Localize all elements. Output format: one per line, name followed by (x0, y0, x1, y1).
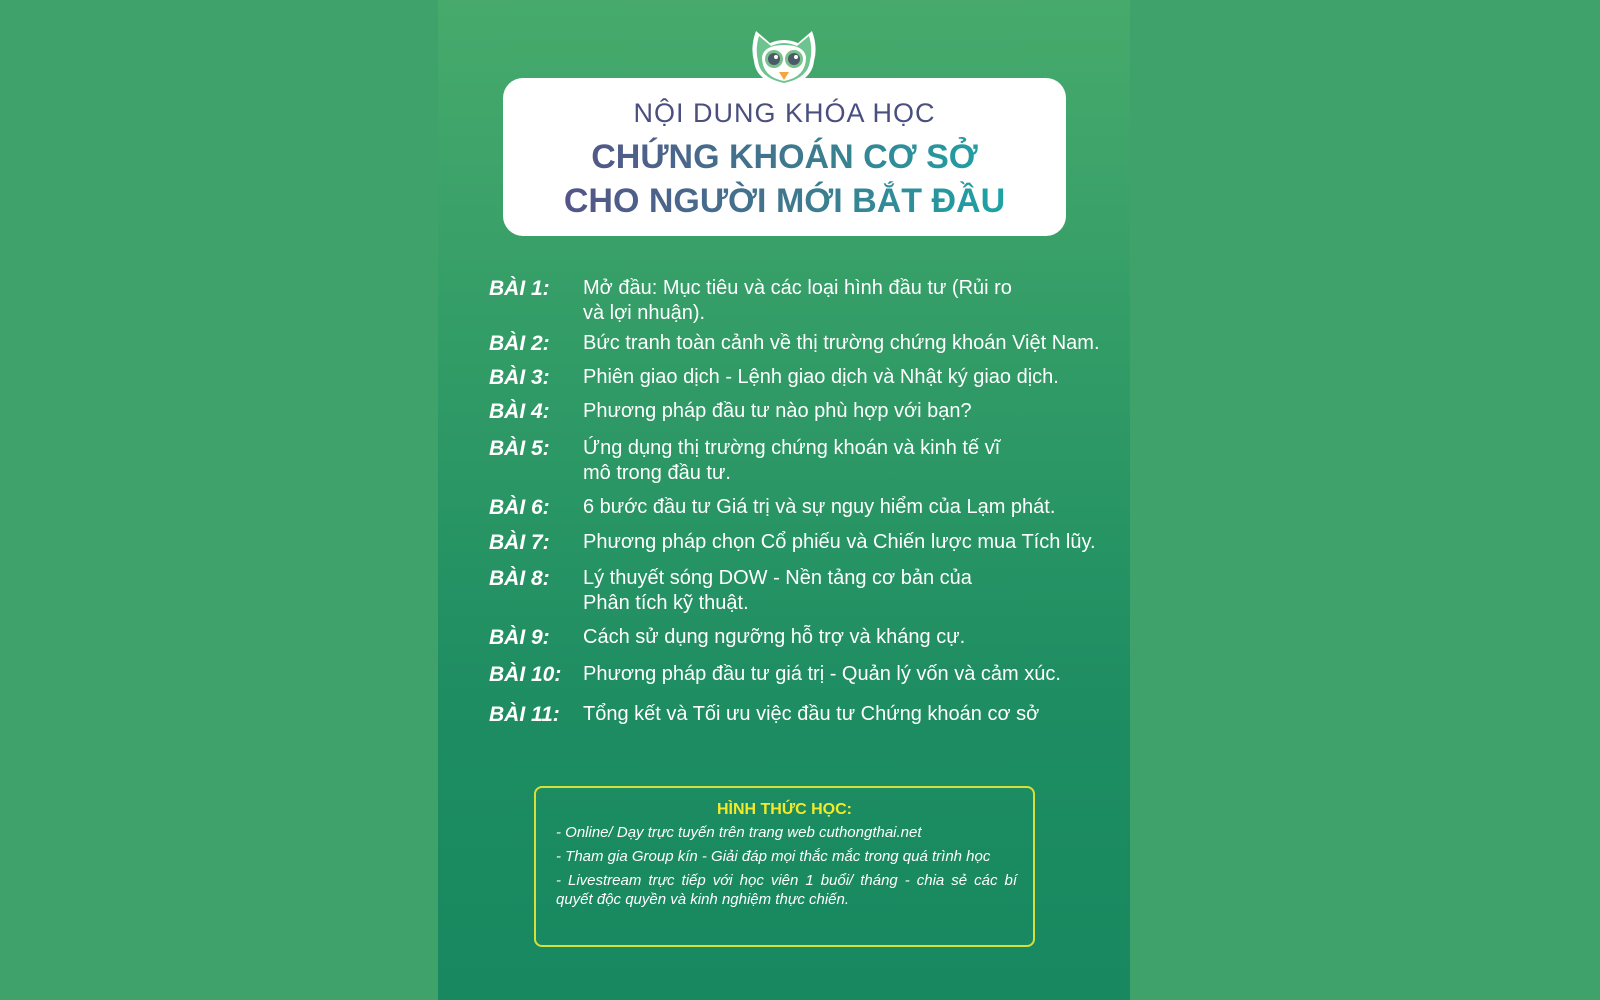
lesson-number: BÀI 9: (489, 626, 550, 649)
lesson-title: Tổng kết và Tối ưu việc đầu tư Chứng khoán cơ sở (583, 703, 1040, 725)
lesson-number: BÀI 2: (489, 332, 550, 355)
lesson-number: BÀI 3: (489, 366, 550, 389)
lesson-item (489, 530, 1109, 555)
course-subtitle: NỘI DUNG KHÓA HỌC (633, 98, 936, 128)
course-title-line2: CHO NGƯỜI MỚI BẮT ĐẦU (503, 179, 1066, 223)
lesson-title: Phương pháp đầu tư giá trị - Quản lý vốn và cảm xúc. (583, 663, 1061, 685)
lesson-number: BÀI 5: (489, 437, 550, 460)
learning-format-title: HÌNH THỨC HỌC: (716, 801, 853, 818)
lesson-title: Phương pháp chọn Cổ phiếu và Chiến lược mua Tích lũy. (583, 531, 1096, 553)
lesson-item (489, 625, 1109, 650)
lesson-number: BÀI 7: (489, 531, 550, 554)
lesson-title: Bức tranh toàn cảnh về thị trường chứng khoán Việt Nam. (583, 332, 1100, 354)
lesson-title: 6 bước đầu tư Giá trị và sự nguy hiểm của Lạm phát. (583, 496, 1056, 518)
lesson-title: Phiên giao dịch - Lệnh giao dịch và Nhật ký giao dịch. (583, 366, 1059, 388)
lesson-item (489, 436, 1109, 486)
format-item: - Online/ Dạy trực tuyến trên trang web cuthongthai.net (556, 824, 922, 841)
lesson-item (489, 276, 1109, 326)
lesson-item (489, 331, 1109, 356)
lesson-item (489, 662, 1109, 687)
lesson-number: BÀI 8: (489, 567, 550, 590)
title-card (503, 78, 1066, 236)
lesson-title: Cách sử dụng ngưỡng hỗ trợ và kháng cự. (583, 626, 966, 648)
learning-format-list (556, 823, 1017, 909)
owl-icon (750, 27, 818, 89)
lesson-title: Mở đầu: Mục tiêu và các loại hình đầu tư (Rủi ro và lợi nhuận). (583, 277, 1012, 324)
format-item: - Tham gia Group kín - Giải đáp mọi thắc mắc trong quá trình học (556, 848, 991, 865)
lesson-item (489, 399, 1109, 424)
lesson-item (489, 566, 1109, 616)
lesson-number: BÀI 10: (489, 663, 562, 686)
learning-format-box (534, 786, 1035, 947)
lesson-item (489, 365, 1109, 390)
lesson-title: Phương pháp đầu tư nào phù hợp với bạn? (583, 400, 972, 422)
format-item: - Livestream trực tiếp với học viên 1 buổi/ tháng - chia sẻ các bí quyết độc quyền và kinh nghiệm thực chiến. (556, 872, 1017, 908)
lesson-number: BÀI 11: (489, 703, 560, 726)
lesson-number: BÀI 6: (489, 496, 550, 519)
lesson-number: BÀI 1: (489, 277, 550, 300)
lesson-item (489, 495, 1109, 520)
course-title-line1: CHỨNG KHOÁN CƠ SỞ (503, 135, 1066, 179)
lesson-title: Ứng dụng thị trường chứng khoán và kinh tế vĩ mô trong đầu tư. (583, 437, 1001, 484)
lesson-item (489, 702, 1109, 727)
lesson-number: BÀI 4: (489, 400, 550, 423)
lesson-title: Lý thuyết sóng DOW - Nền tảng cơ bản của Phân tích kỹ thuật. (583, 567, 972, 614)
